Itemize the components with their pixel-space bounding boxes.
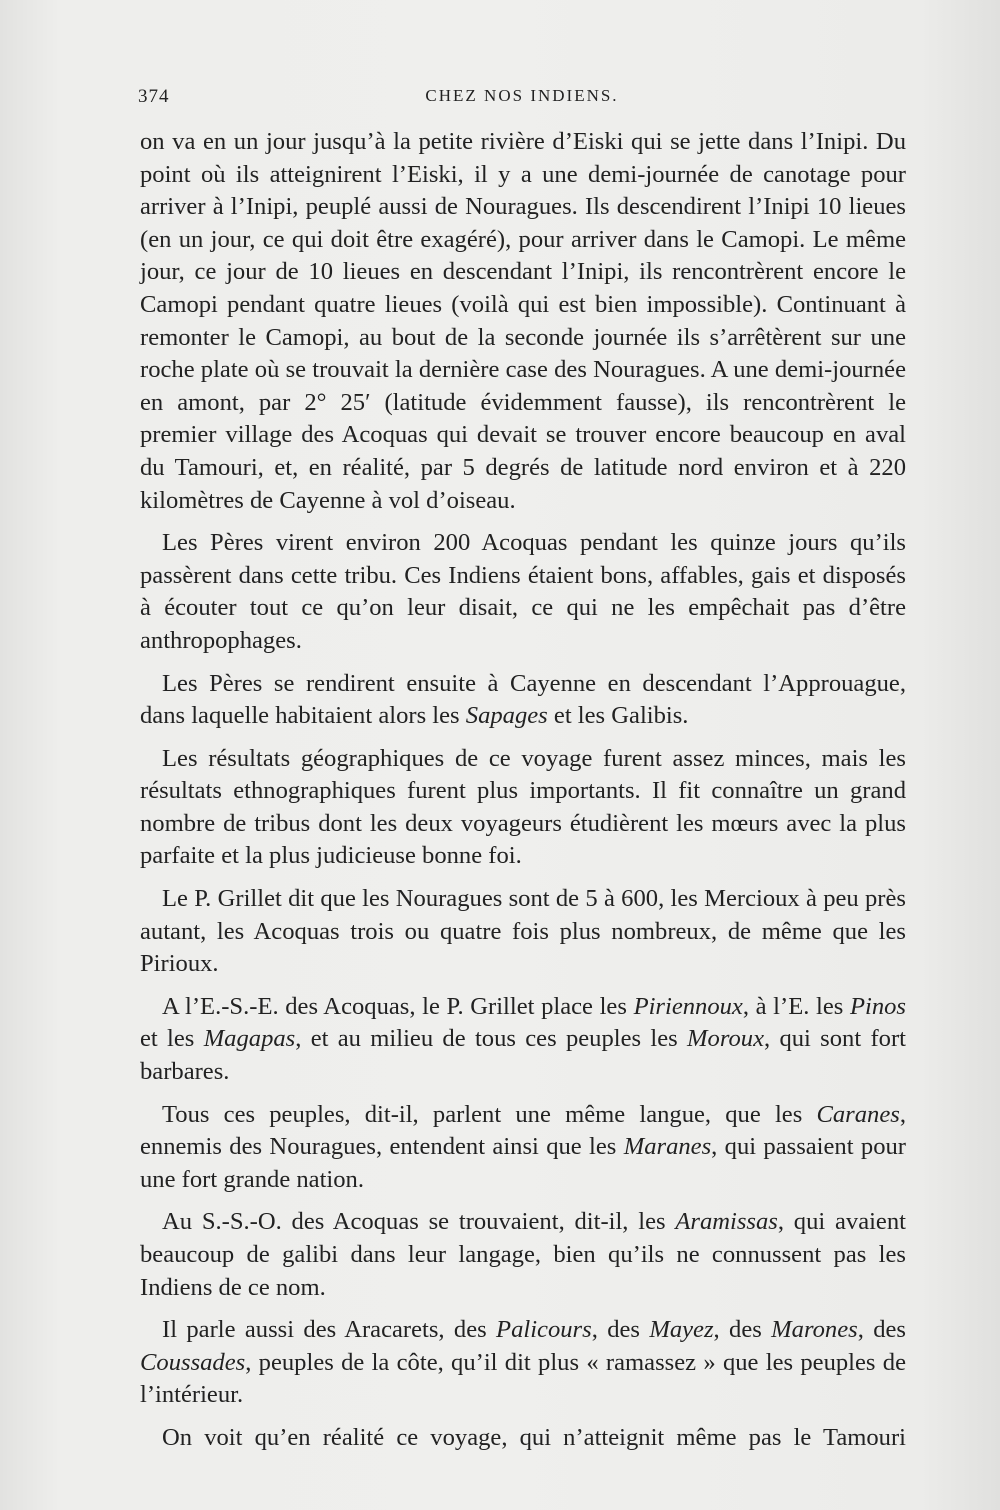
- paragraph: [140, 1422, 906, 1487]
- tribe-name-italic: Palicours: [496, 1316, 592, 1344]
- tribe-name-italic: Moroux: [687, 1025, 764, 1053]
- text-run: et les: [140, 1025, 204, 1053]
- text-run: , des: [591, 1316, 650, 1344]
- page-number: 374: [138, 86, 170, 107]
- body-text: [140, 126, 906, 1487]
- text-run: , des: [857, 1316, 906, 1344]
- tribe-name-italic: Mayez: [649, 1316, 714, 1344]
- text-run: et les Galibis.: [547, 702, 689, 730]
- tribe-name-italic: Magapas: [203, 1025, 296, 1053]
- page-header: [138, 86, 906, 116]
- tribe-name-italic: Marones: [771, 1316, 858, 1344]
- text-run: , ennemis des Nouragues, entendent ainsi que les: [140, 1100, 906, 1161]
- text-run: Les résultats géographiques de ce voyage furent assez minces, mais les résultats ethnographiques furent plus importants. Il fit connaître un grand nombre de tribus dont les deux voyageurs étudièrent les mœurs avec la plus parfaite et la plus judicieuse bonne foi.: [140, 744, 906, 870]
- text-run: Il parle aussi des Aracarets, des: [162, 1316, 497, 1344]
- paragraph: [140, 991, 906, 1089]
- text-run: , à l’E. les: [742, 992, 850, 1020]
- paragraph: [140, 883, 906, 981]
- tribe-name-italic: Pinos: [849, 992, 906, 1020]
- text-run: , qui avaient beaucoup de galibi dans leur langage, bien qu’ils ne connussent pas les Indiens de ce nom.: [140, 1208, 906, 1301]
- text-run: Tous ces peuples, dit-il, parlent une même langue, que les: [162, 1100, 817, 1128]
- paragraph: [140, 126, 906, 517]
- tribe-name-italic: Piriennoux: [633, 992, 743, 1020]
- text-run: Les Pères se rendirent ensuite à Cayenne en descendant l’Approuague, dans laquelle habitaient alors les: [140, 669, 906, 730]
- running-title: CHEZ NOS INDIENS.: [425, 86, 619, 105]
- tribe-name-italic: Coussades: [140, 1348, 246, 1376]
- paragraph: [140, 1099, 906, 1197]
- paragraph: [140, 668, 906, 733]
- text-run: , qui sont fort barbares.: [140, 1025, 906, 1086]
- tribe-name-italic: Caranes: [816, 1100, 900, 1128]
- paragraph: [140, 527, 906, 657]
- text-run: , et au milieu de tous ces peuples les: [295, 1025, 688, 1053]
- text-run: on va en un jour jusqu’à la petite rivière d’Eiski qui se jette dans l’Inipi. Du point où ils atteignirent l’Eiski, il y a une demi-journée de canotage pour arriver à l’Inipi, peuplé aussi de Nouragues. Ils descendirent l’Inipi 10 lieues (en un jour, ce qui doit être exagéré), pour arriver dans le Camopi. Le même jour, ce jour de 10 lieues en descendant l’Inipi, ils rencontrèrent encore le Camopi pendant quatre lieues (voilà qui est bien impossible). Continuant à remonter le Camopi, au bout de la seconde journée ils s’arrêtèrent sur une roche plate où se trouvait la dernière case des Nouragues. A une demi-journée en amont, par 2° 25′ (latitude évidemment fausse), ils rencontrèrent le premier village des Acoquas qui devait se trouver encore beaucoup en aval du Tamouri, et, en réalité, par 5 degrés de latitude nord environ et à 220 kilomètres de Cayenne à vol d’oiseau.: [140, 128, 906, 514]
- text-run: On voit qu’en réalité ce voyage, qui n’atteignit même pas le Tamouri: [162, 1423, 906, 1451]
- text-run: A l’E.-S.-E. des Acoquas, le P. Grillet place les: [162, 992, 634, 1020]
- text-run: Les Pères virent environ 200 Acoquas pendant les quinze jours qu’ils passèrent dans cette tribu. Ces Indiens étaient bons, affables, gais et disposés à écouter tout ce qu’on leur disait, ce qui ne les empêchait pas d’être anthropophages.: [140, 529, 906, 654]
- tribe-name-italic: Sapages: [465, 702, 548, 730]
- text-run: , des: [713, 1316, 772, 1344]
- paragraph: [140, 1314, 906, 1412]
- text-run: , peuples de la côte, qu’il dit plus « ramassez » que les peuples de l’intérieur.: [140, 1348, 906, 1409]
- paragraph: [140, 743, 906, 873]
- tribe-name-italic: Aramissas: [675, 1208, 778, 1236]
- text-run: Au S.-S.-O. des Acoquas se trouvaient, dit-il, les: [162, 1208, 676, 1236]
- paragraph: [140, 1206, 906, 1304]
- tribe-name-italic: Maranes: [623, 1133, 712, 1161]
- text-run: Le P. Grillet dit que les Nouragues sont de 5 à 600, les Mercioux à peu près autant, les Acoquas trois ou quatre fois plus nombreux, de même que les Pirioux.: [140, 885, 906, 978]
- text-run: , qui passaient pour une fort grande nation.: [140, 1133, 906, 1193]
